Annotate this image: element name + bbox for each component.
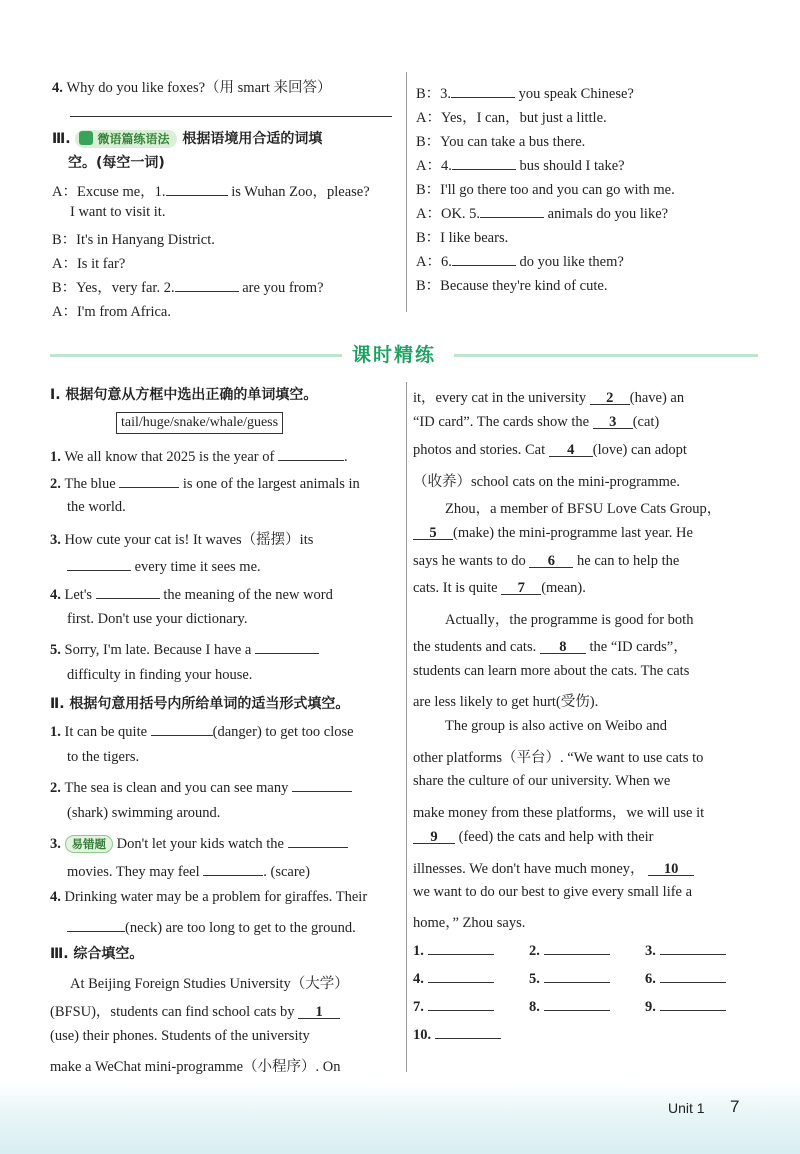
column-divider-top [406,72,407,312]
answer-5: 5. [529,968,610,988]
section-1-heading: Ⅰ. 根据句意从方框中选出正确的单词填空。 [50,387,318,403]
answer-3: 3. [645,940,726,960]
cloze-blank-3[interactable]: 3 [593,414,633,429]
cloze-blank-1[interactable]: 1 [298,1004,340,1019]
blank-i4[interactable] [96,584,160,599]
blank-3[interactable] [451,83,515,98]
cloze-blank-5[interactable]: 5 [413,525,453,540]
answer-10: 10. [413,1024,501,1044]
blank-ii3b[interactable] [203,861,263,876]
blank-i3[interactable] [67,556,131,571]
section-2-heading: Ⅱ. 根据句意用括号内所给单词的适当形式填空。 [50,696,350,712]
answer-1: 1. [413,940,494,960]
word-box: tail/huge/snake/whale/guess [116,412,283,434]
cloze-blank-10[interactable]: 10 [648,861,694,876]
cloze-blank-4[interactable]: 4 [549,442,593,457]
grammar-badge: 微语篇练语法 [75,130,177,148]
blank-5[interactable] [480,203,544,218]
error-prone-tag: 易错题 [65,835,114,853]
cube-icon [79,131,93,145]
section-heading [50,340,758,370]
blank-ii2[interactable] [292,777,352,792]
blank-6[interactable] [452,251,516,266]
cloze-blank-2[interactable]: 2 [590,390,630,405]
answer-line [70,116,392,117]
blank-i1[interactable] [278,446,344,461]
blank-2[interactable] [175,277,239,292]
answer-9: 9. [645,996,726,1016]
blank-i2[interactable] [119,473,179,488]
cloze-blank-8[interactable]: 8 [540,639,586,654]
unit-label: Unit 1 [668,1100,705,1116]
cloze-blank-6[interactable]: 6 [529,553,573,568]
cloze-blank-7[interactable]: 7 [501,580,541,595]
page-number: 7 [730,1097,740,1116]
answer-6: 6. [645,968,726,988]
answer-2: 2. [529,940,610,960]
page-footer [0,1082,800,1154]
q4-text: Why do you like foxes?（用 smart 来回答） [66,80,332,96]
cloze-blank-9[interactable]: 9 [413,829,455,844]
blank-1[interactable] [166,181,228,196]
answer-4: 4. [413,968,494,988]
answer-8: 8. [529,996,610,1016]
section-3-heading: Ⅲ. 综合填空。 [50,946,144,962]
section-title: 课时精练 [352,344,437,366]
blank-4[interactable] [452,155,516,170]
blank-i5[interactable] [255,639,319,654]
answer-7: 7. [413,996,494,1016]
column-divider-bottom [406,382,407,1072]
blank-ii3a[interactable] [288,833,348,848]
blank-ii4[interactable] [67,917,125,932]
blank-ii1[interactable] [151,721,213,736]
